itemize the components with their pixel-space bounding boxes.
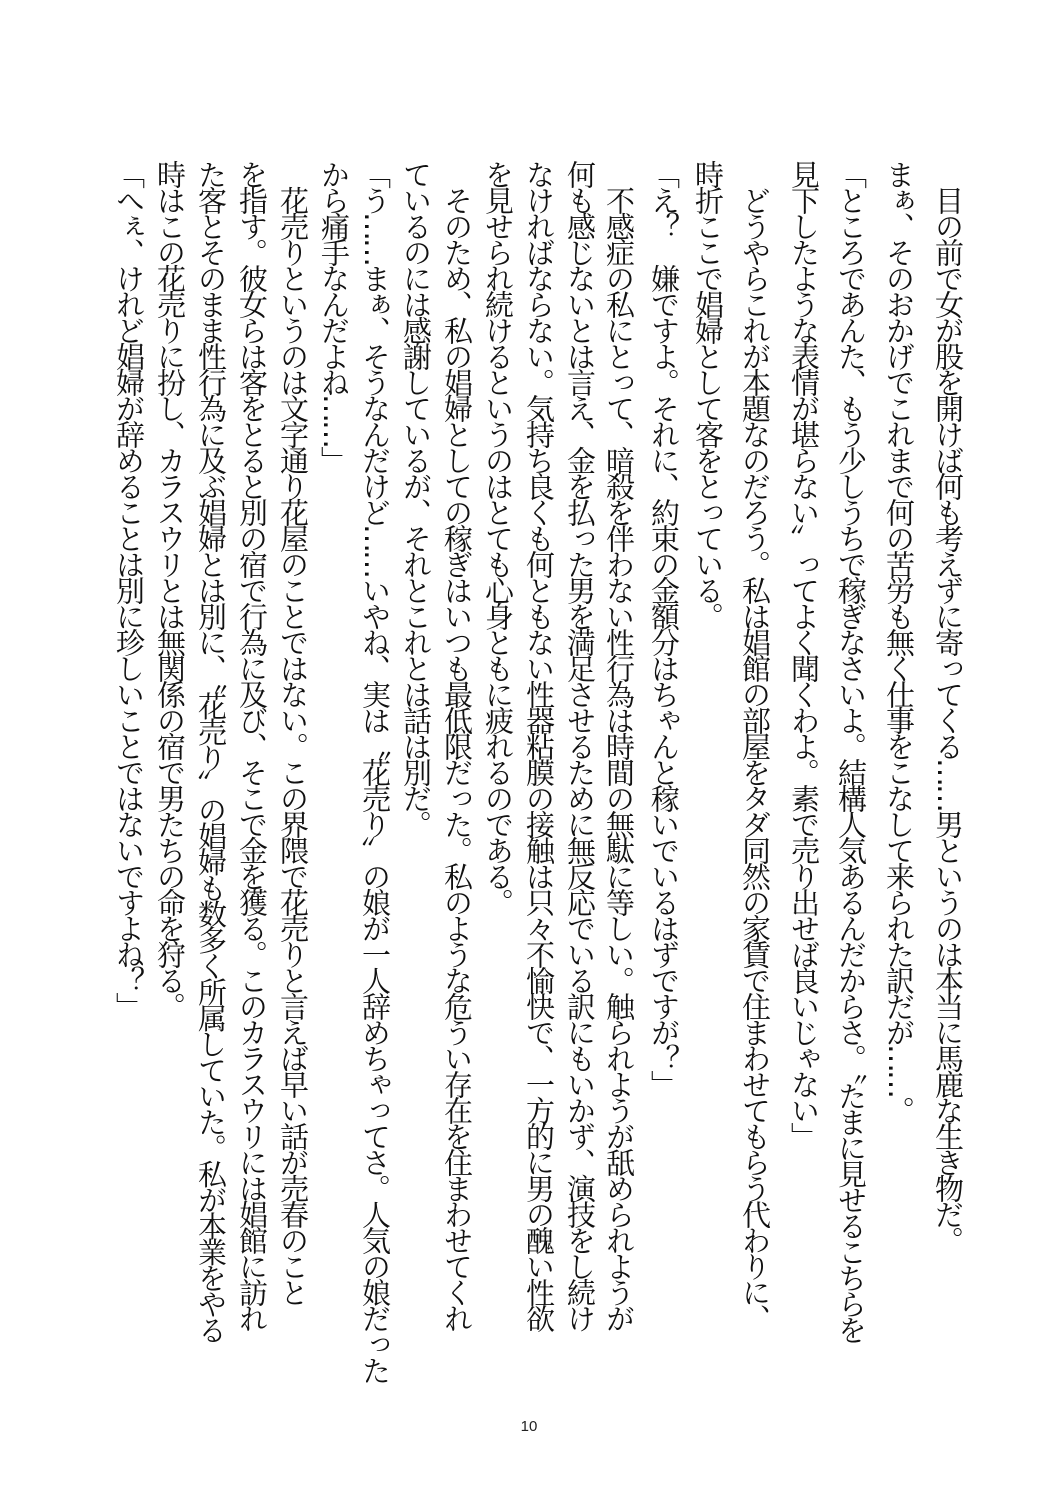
text-line-11: を見せられ続けるというのはとても心身ともに疲れるのである。 <box>481 160 515 914</box>
text-line-1: 目の前で女が股を開けば何も考えずに寄ってくる……男というのは本当に馬鹿な生き物だ。 <box>931 160 965 1252</box>
text-line-7: 「え？ 嫌ですよ。それに、約束の金額分はちゃんと稼いでいるはずですが？」 <box>647 160 681 1096</box>
text-line-20: 「へぇ、けれど娼婦が辞めることは別に珍しいことではないですよね？」 <box>112 160 146 1018</box>
text-line-6: 時折ここで娼婦として客をとっている。 <box>691 160 725 628</box>
text-line-9: 何も感じないとは言え、金を払った男を満足させるために無反応でいる訳にもいかず、演技をし続け <box>563 160 597 1330</box>
text-line-12: そのため、私の娼婦としての稼ぎはいつも最低限だった。私のような危うい存在を住まわせてくれ <box>440 160 474 1330</box>
text-line-14: 「う……まぁ、そうなんだけど……いやね、実は〝花売り〟の娘が一人辞めちゃってさ。人気の娘だった <box>358 160 392 1382</box>
text-line-8: 不感症の私にとって、暗殺を伴わない性行為は時間の無駄に等しい。触られようが舐められようが <box>602 160 636 1330</box>
page-number: 10 <box>520 1418 538 1435</box>
text-line-16: 花売りというのは文字通り花屋のことではない。この界隈で花売りと言えば早い話が売春のこと <box>276 160 310 1304</box>
text-line-4: 見下したような表情が堪らない〟ってよく聞くわよ。素で売り出せば良いじゃない」 <box>787 160 821 1148</box>
text-line-2: まぁ、そのおかげでこれまで何の苦労も無く仕事をこなして来られた訳だが……。 <box>882 160 916 1122</box>
text-line-13: ているのには感謝しているが、それとこれとは話は別だ。 <box>399 160 433 836</box>
text-line-15: から痛手なんだよね……」 <box>317 160 351 472</box>
text-line-3: 「ところであんた、もう少しうちで稼ぎなさいよ。結構人気あるんだからさ。〝たまに見せるこちらを <box>834 160 868 1342</box>
text-line-19: 時はこの花売りに扮し、カラスウリとは無関係の宿で男たちの命を狩る。 <box>153 160 187 1018</box>
text-line-10: なければならない。気持ち良くも何ともない性器粘膜の接触は只々不愉快で、一方的に男の醜い性欲 <box>522 160 556 1330</box>
text-line-5: どうやらこれが本題なのだろう。私は娼館の部屋をタダ同然の家賃で住まわせてもらう代わりに、 <box>738 160 772 1330</box>
text-line-17: を指す。彼女らは客をとると別の宿で行為に及び、そこで金を獲る。このカラスウリには娼館に訪れ <box>235 160 269 1330</box>
text-line-18: た客とそのまま性行為に及ぶ娼婦とは別に、〝花売り〟の娼婦も数多く所属していた。私が本業をやる <box>194 160 228 1342</box>
